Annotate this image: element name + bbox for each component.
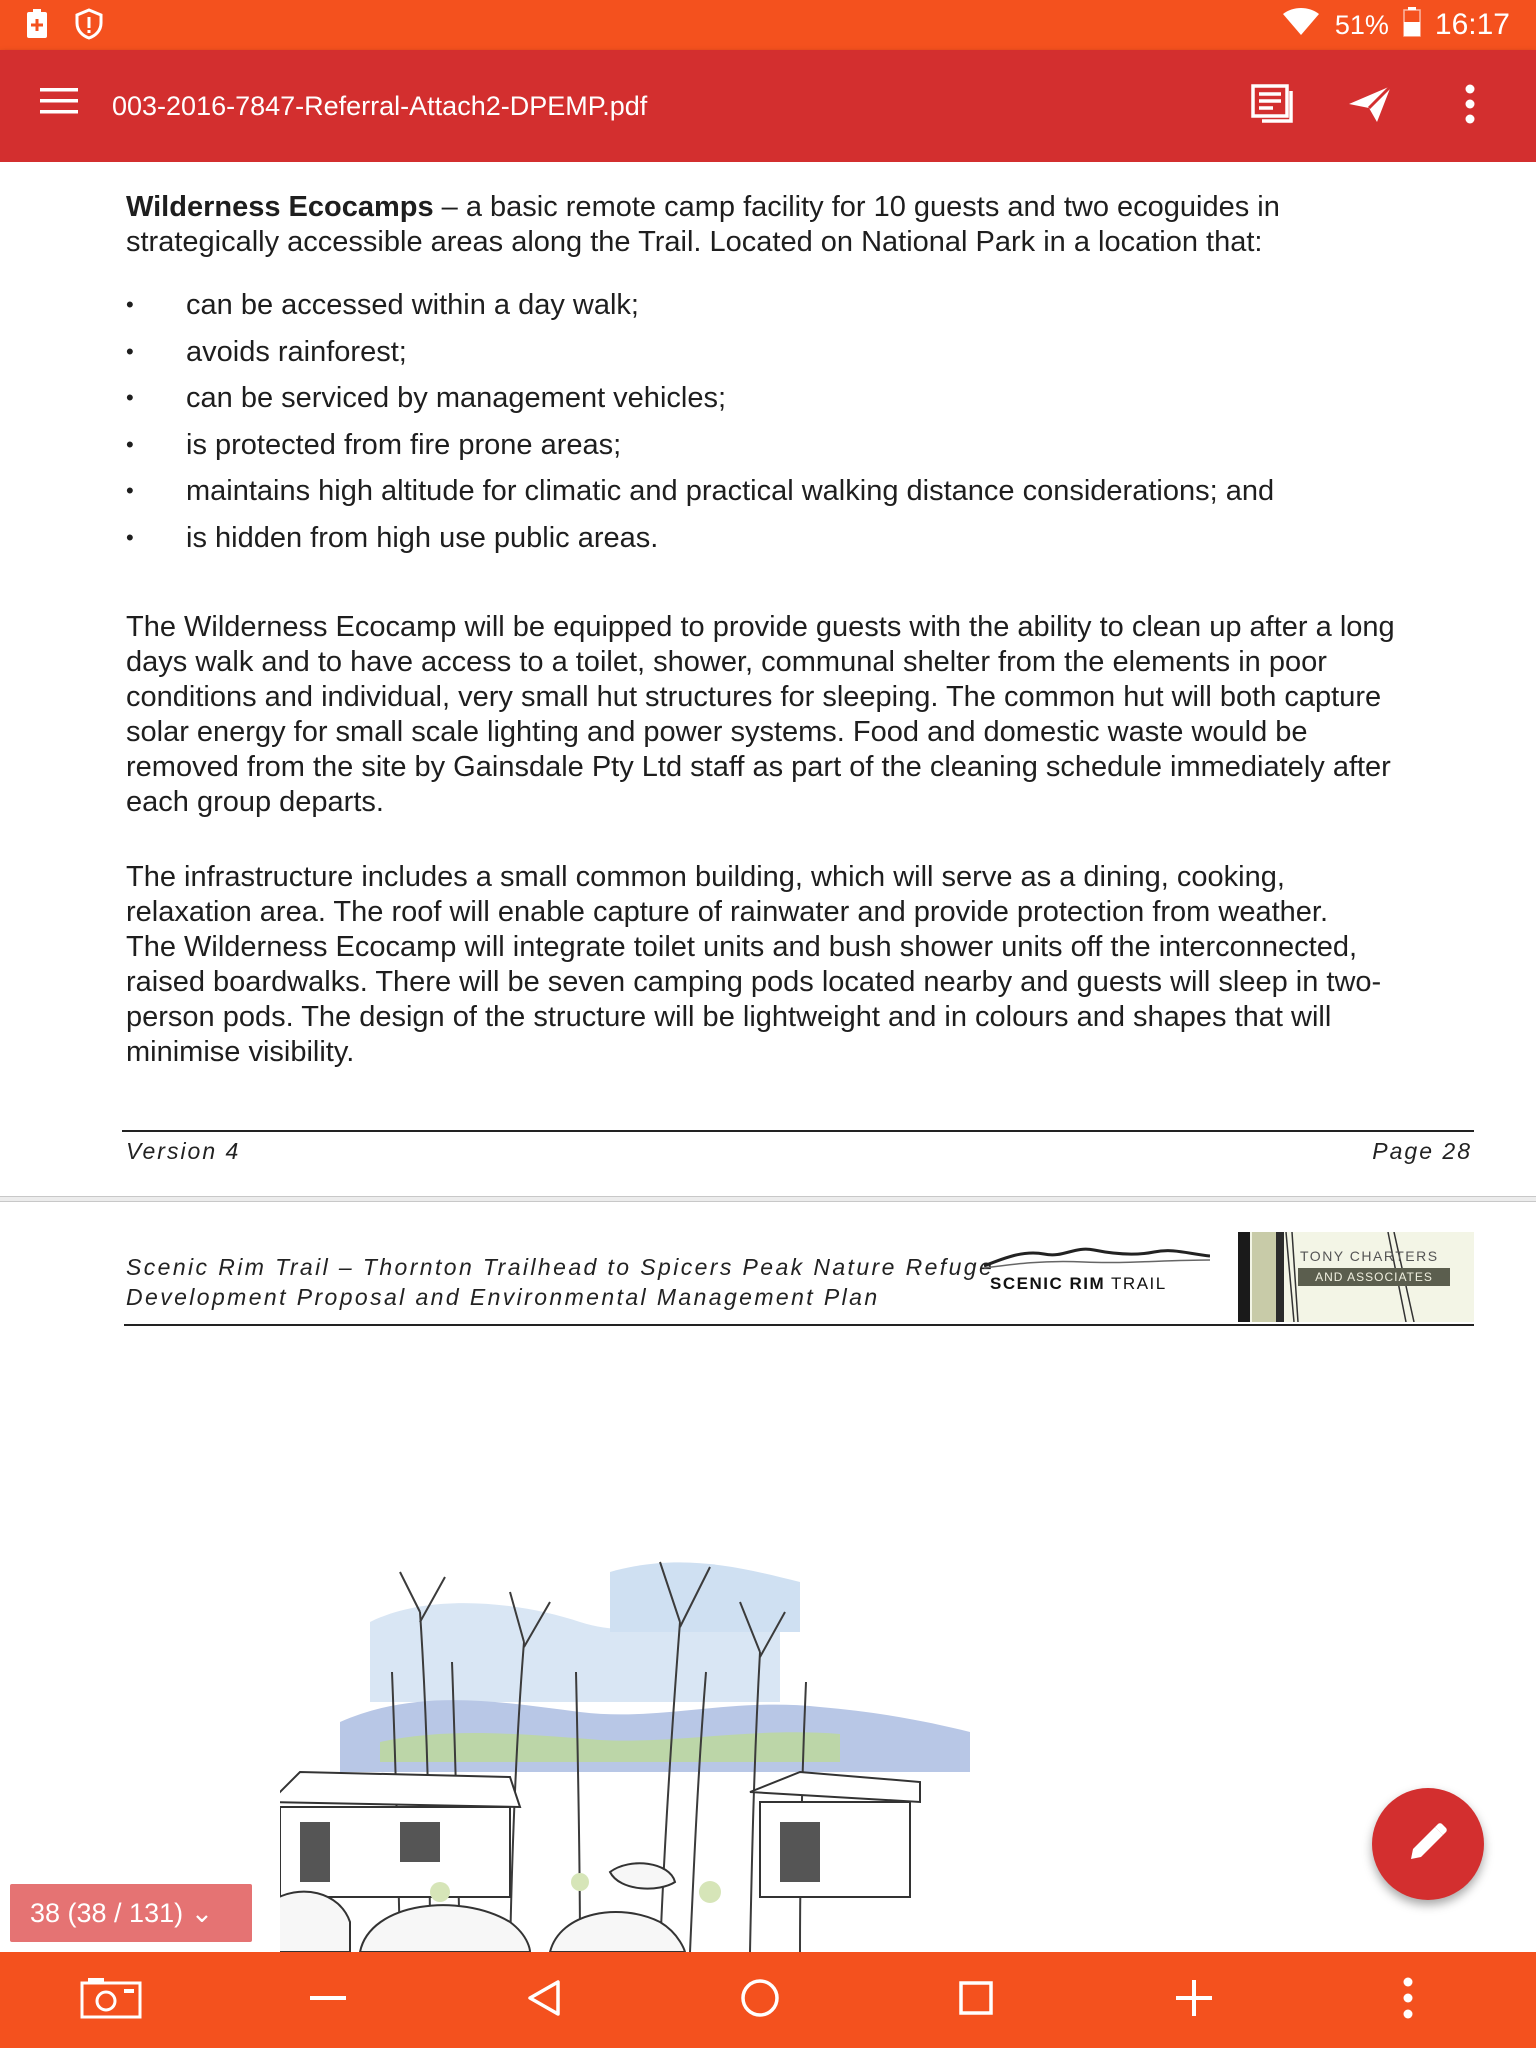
list-item: • is hidden from high use public areas. xyxy=(126,515,1486,562)
header-divider xyxy=(124,1324,1474,1326)
list-item: • maintains high altitude for climatic and practical walking distance considerations; and xyxy=(126,468,1486,515)
edit-fab-button[interactable] xyxy=(1372,1788,1484,1900)
list-item: • is protected from fire prone areas; xyxy=(126,422,1486,469)
bullet-icon: • xyxy=(126,478,134,504)
page-header-title: Scenic Rim Trail – Thornton Trailhead to Spicers Peak Nature Refuge Development Proposal and Environmental Management Plan xyxy=(126,1254,995,1310)
pdf-page-29 xyxy=(0,1202,1536,1952)
screenshot-icon xyxy=(80,1977,142,2024)
infrastructure-paragraph: The infrastructure includes a small common building, which will serve as a dining, cooking, relaxation area. The roof will enable capture of rainwater and provide protection from weather. The Wilderness Ecocamp will integrate toilet units and bush shower units off the interconnected, raised boardwalks. There will be seven camping pods located nearby and guests will sleep in two- person pods. The design of the structure will be lightweight and in colours and shapes that will minimise visibility. xyxy=(126,861,1382,1068)
menu-button[interactable] xyxy=(40,84,88,128)
screenshot-button[interactable] xyxy=(81,1970,141,2030)
zoom-out-button[interactable] xyxy=(298,1970,358,2030)
clock: 16:17 xyxy=(1434,8,1510,41)
more-vert-icon xyxy=(1402,1977,1414,2024)
ecocamp-sketch-image xyxy=(280,1472,1050,1952)
footer-version: Version 4 xyxy=(126,1138,241,1164)
back-icon xyxy=(524,1978,564,2023)
intro-paragraph xyxy=(126,190,1476,260)
ecocamp-equipment-paragraph: The Wilderness Ecocamp will be equipped to provide guests with the ability to clean up after a long days walk and to have access to a toilet, shower, communal shelter from the elements in poor conditions and individual, very small hut structures for sleeping. The common hut will both capture solar energy for small scale lighting and power systems. Food and domestic waste would be removed from the site by Gainsdale Pty Ltd staff as part of the cleaning schedule immediately after each group departs. xyxy=(126,611,1395,818)
intro-line-1: – a basic remote camp facility for 10 guests and two ecoguides in xyxy=(433,191,1280,223)
bullet-icon: • xyxy=(126,524,134,550)
shield-alert-icon xyxy=(74,8,104,45)
edit-pencil-icon xyxy=(1407,1821,1449,1868)
comments-icon xyxy=(1250,83,1294,130)
app-bar xyxy=(0,50,1536,162)
battery-percent: 51% xyxy=(1334,9,1389,40)
send-button[interactable] xyxy=(1342,80,1398,132)
tony-charters-logo: TONY CHARTERS AND ASSOCIATES xyxy=(1238,1232,1474,1322)
battery-icon xyxy=(1403,7,1421,44)
navigation-bar xyxy=(0,1952,1536,2048)
bullet-icon: • xyxy=(126,385,134,411)
bullet-icon: • xyxy=(126,431,134,457)
pdf-page-28 xyxy=(0,162,1536,1196)
intro-line-2: strategically accessible areas along the Trail. Located on National Park in a location that: xyxy=(126,226,1263,258)
page-selector[interactable]: 38 (38 / 131) ⌄ xyxy=(10,1884,252,1942)
bullet-icon: • xyxy=(126,338,134,364)
battery-saver-icon xyxy=(26,9,48,44)
location-criteria-list xyxy=(126,282,1486,562)
more-vert-icon xyxy=(1464,84,1476,129)
comments-button[interactable] xyxy=(1244,80,1300,132)
status-bar xyxy=(0,0,1536,50)
scenic-rim-trail-logo: SCENIC RIM TRAIL xyxy=(984,1242,1210,1302)
zoom-in-button[interactable] xyxy=(1164,1970,1224,2030)
footer-page-number: Page 28 xyxy=(1372,1138,1472,1164)
list-item: • can be accessed within a day walk; xyxy=(126,282,1486,329)
list-item: • can be serviced by management vehicles; xyxy=(126,375,1486,422)
wifi-icon xyxy=(1281,7,1321,44)
zoom-out-icon xyxy=(308,1978,348,2023)
more-options-button[interactable] xyxy=(1442,80,1498,132)
send-icon xyxy=(1347,84,1393,129)
zoom-in-icon xyxy=(1174,1978,1214,2023)
footer-divider xyxy=(122,1130,1474,1132)
intro-heading: Wilderness Ecocamps xyxy=(126,191,434,223)
nav-more-button[interactable] xyxy=(1378,1970,1438,2030)
back-button[interactable] xyxy=(514,1970,574,2030)
home-button[interactable] xyxy=(730,1970,790,2030)
list-item: • avoids rainforest; xyxy=(126,329,1486,376)
recents-icon xyxy=(956,1978,996,2023)
menu-icon xyxy=(40,105,80,122)
document-title: 003-2016-7847-Referral-Attach2-DPEMP.pdf xyxy=(112,91,648,121)
bullet-icon: • xyxy=(126,292,134,317)
recents-button[interactable] xyxy=(946,1970,1006,2030)
home-icon xyxy=(739,1977,781,2024)
